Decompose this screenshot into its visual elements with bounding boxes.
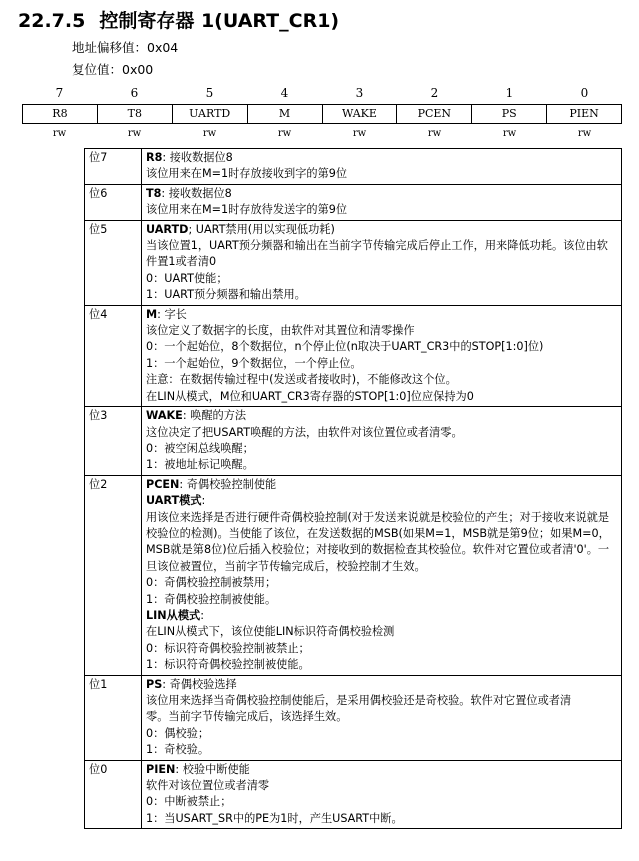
- bit-description: M: 字长 该位定义了数据字的长度，由软件对其置位和清零操作 0：一个起始位，8个数据位，n个停止位(n取决于UART_CR3中的STOP[1:0]位) 1：一个起始位，9个数据位，一个停止位。 注意：在数据传输过程中(发送或者接收时)，不能修改这个位。 在LIN从模式，M位和UART_CR3寄存器的STOP[1:0]位应保持为0: [142, 305, 622, 406]
- lin-mode-heading: LIN从模式: [146, 608, 201, 622]
- bit-label: 位4: [85, 305, 142, 406]
- bit-label: 位0: [85, 760, 142, 829]
- uart-mode-heading: UART模式: [146, 494, 202, 508]
- address-offset: 地址偏移值：0x04: [72, 40, 179, 55]
- bit-label: 位6: [85, 184, 142, 220]
- section-number: 22.7.5: [18, 10, 86, 32]
- bit-number: 4: [280, 86, 289, 100]
- bit-name: UARTD: [146, 222, 189, 236]
- access-type: rw: [52, 128, 67, 139]
- field-r8: R8: [23, 105, 98, 123]
- bit-description: PIEN: 校验中断使能 软件对该位置位或者清零 0：中断被禁止； 1：当USART_SR中的PE为1时，产生USART中断。: [142, 760, 622, 829]
- bit-name: PIEN: [146, 762, 176, 776]
- table-row: [85, 475, 622, 675]
- access-type: rw: [502, 128, 517, 139]
- bit-description: PCEN: 奇偶校验控制使能 UART模式: 用该位来选择是否进行硬件奇偶校验控制(对于发送来说就是校验位的产生；对于接收来说就是 校验位的检测)。当使能了该位，在发送数据的MSB(如果M=1，MSB就是第9位；如果M=0， MSB就是第8位)位后插入校验位；对接收到的数据检查其校验位。软件对它置位或者清'0'。一 旦该位被置位，当前字节传输完成后，校验控制才生效。 0：奇偶校验控制被禁用； 1：奇偶校验控制被使能。 LIN从模式: 在LIN从模式下，该位使能LIN标识符奇偶校验检测 0：标识符奇偶校验控制被禁止； 1：标识符奇偶校验控制被使能。: [142, 475, 622, 675]
- bit-label: 位7: [85, 149, 142, 185]
- bit-description: UARTD; UART禁用(用以实现低功耗) 当该位置1，UART预分频器和输出在当前字节传输完成后停止工作，用来降低功耗。该位由软 件置1或者清0 0：UART使能； 1：UART预分频器和输出禁用。: [142, 220, 622, 305]
- bit-number: 7: [55, 86, 64, 100]
- bit-label: 位1: [85, 675, 142, 760]
- bit-label: 位2: [85, 475, 142, 675]
- access-type: rw: [577, 128, 592, 139]
- table-row: [85, 220, 622, 305]
- section-title: [18, 6, 339, 33]
- bit-name: WAKE: [146, 409, 183, 423]
- bit-number: 1: [505, 86, 514, 100]
- bit-name: M: [146, 307, 158, 321]
- bit-number-row: [22, 86, 622, 100]
- access-row: [22, 128, 622, 139]
- bit-description: PS: 奇偶校验选择 该位用来选择当奇偶校验控制使能后，是采用偶校验还是奇校验。软件对它置位或者清 零。当前字节传输完成后，该选择生效。 0：偶校验； 1：奇校验。: [142, 675, 622, 760]
- bit-number: 0: [580, 86, 589, 100]
- bit-description: T8: 接收数据位8 该位用来在M=1时存放待发送字的第9位: [142, 184, 622, 220]
- bit-description-table: [84, 148, 622, 829]
- reset-value: 复位值：0x00: [72, 62, 154, 77]
- field-wake: WAKE: [323, 105, 398, 123]
- table-row: [85, 149, 622, 185]
- field-uartd: UARTD: [173, 105, 248, 123]
- access-type: rw: [277, 128, 292, 139]
- bit-name: PS: [146, 677, 163, 691]
- field-pien: PIEN: [569, 107, 599, 120]
- bit-name: R8: [146, 151, 163, 164]
- bit-description: WAKE: 唤醒的方法 这位决定了把USART唤醒的方法，由软件对该位置位或者清零。 0：被空闲总线唤醒； 1：被地址标记唤醒。: [142, 407, 622, 476]
- table-row: [85, 407, 622, 476]
- field-pcen: PCEN: [397, 105, 472, 123]
- table-row: [85, 184, 622, 220]
- field-ps: PS: [472, 105, 547, 123]
- bit-number: 2: [430, 86, 439, 100]
- table-row: [85, 760, 622, 829]
- bit-name: T8: [146, 186, 162, 200]
- bit-number: 5: [205, 86, 214, 100]
- bit-number: 6: [130, 86, 139, 100]
- access-type: rw: [202, 128, 217, 139]
- access-type: rw: [427, 128, 442, 139]
- bit-number: 3: [355, 86, 364, 100]
- field-t8: T8: [98, 105, 173, 123]
- access-type: rw: [127, 128, 142, 139]
- bit-label: 位5: [85, 220, 142, 305]
- bit-label: 位3: [85, 407, 142, 476]
- field-m: M: [248, 105, 323, 123]
- register-title: 控制寄存器 1(UART_CR1): [99, 10, 340, 32]
- table-row: [85, 305, 622, 406]
- access-type: rw: [352, 128, 367, 139]
- bit-name: PCEN: [146, 477, 180, 491]
- register-field-row: [22, 104, 622, 124]
- bit-description: R8: 接收数据位8 该位用来在M=1时存放接收到字的第9位: [142, 149, 622, 185]
- table-row: [85, 675, 622, 760]
